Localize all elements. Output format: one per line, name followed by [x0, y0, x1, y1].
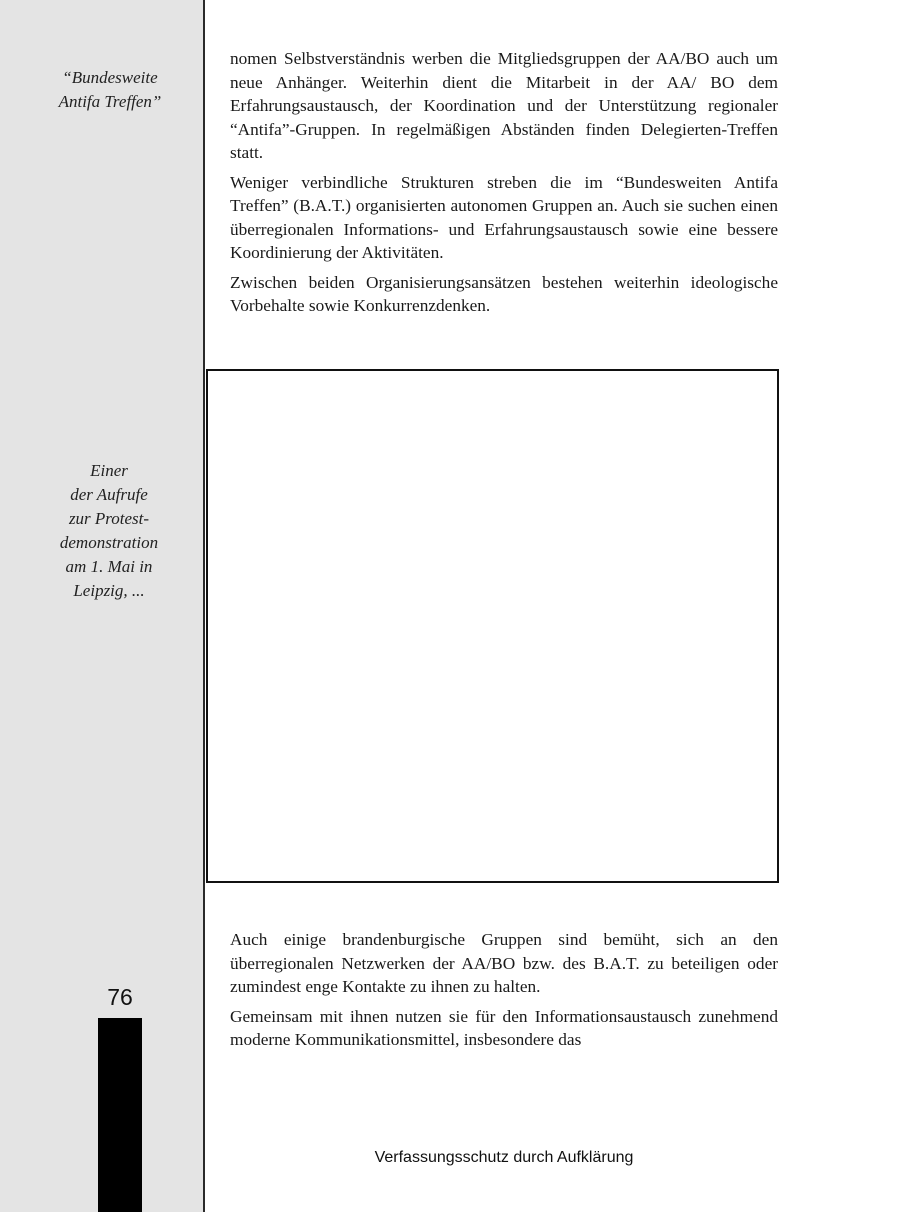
- paragraph: Zwischen beiden Organisierungsansätzen bestehen weiterhin ideologische Vorbehalte sowie Konkurrenzdenken.: [230, 272, 778, 315]
- page-footer: Verfassungsschutz durch Aufklärung: [374, 1149, 634, 1166]
- paragraph: nomen Selbstverständnis werben die Mitgliedsgruppen der AA/BO auch um neue Anhänger. Weiterhin dient die Mitarbeit in der AA/ BO dem Erfahrungsaustausch, der Koordination und der Unterstützung regionaler “Antifa”-Gruppen. In regelmäßigen Abständen finden Delegierten-Treffen statt.: [230, 49, 778, 162]
- column-divider: [203, 0, 205, 1212]
- body-text-bottom: [230, 928, 778, 1058]
- paragraph: Weniger verbindliche Strukturen streben die im “Bundesweiten Antifa Treffen” (B.A.T.) organisierten autonomen Gruppen an. Auch sie suchen einen überregionalen Informations- und Erfahrungsaustausch sowie eine bessere Koordinierung der Aktivitäten.: [230, 172, 778, 262]
- paragraph: Auch einige brandenburgische Gruppen sind bemüht, sich an den überregionalen Netzwerken der AA/BO bzw. des B.A.T. zu beteiligen oder zumindest enge Kontakte zu ihnen zu halten.: [230, 930, 778, 996]
- page-number: 76: [107, 984, 133, 1010]
- margin-note-figure-caption: Einer der Aufrufe zur Protest- demonstration am 1. Mai in Leipzig, ...: [59, 461, 159, 600]
- margin-note-bat: “Bundesweite Antifa Treffen”: [58, 68, 162, 111]
- figure-placeholder: [206, 369, 779, 883]
- paragraph: Gemeinsam mit ihnen nutzen sie für den Informationsaustausch zunehmend moderne Kommunikationsmittel, insbesondere das: [230, 1006, 778, 1049]
- body-text-top: [230, 47, 778, 324]
- page-marker-bar: [98, 1018, 142, 1212]
